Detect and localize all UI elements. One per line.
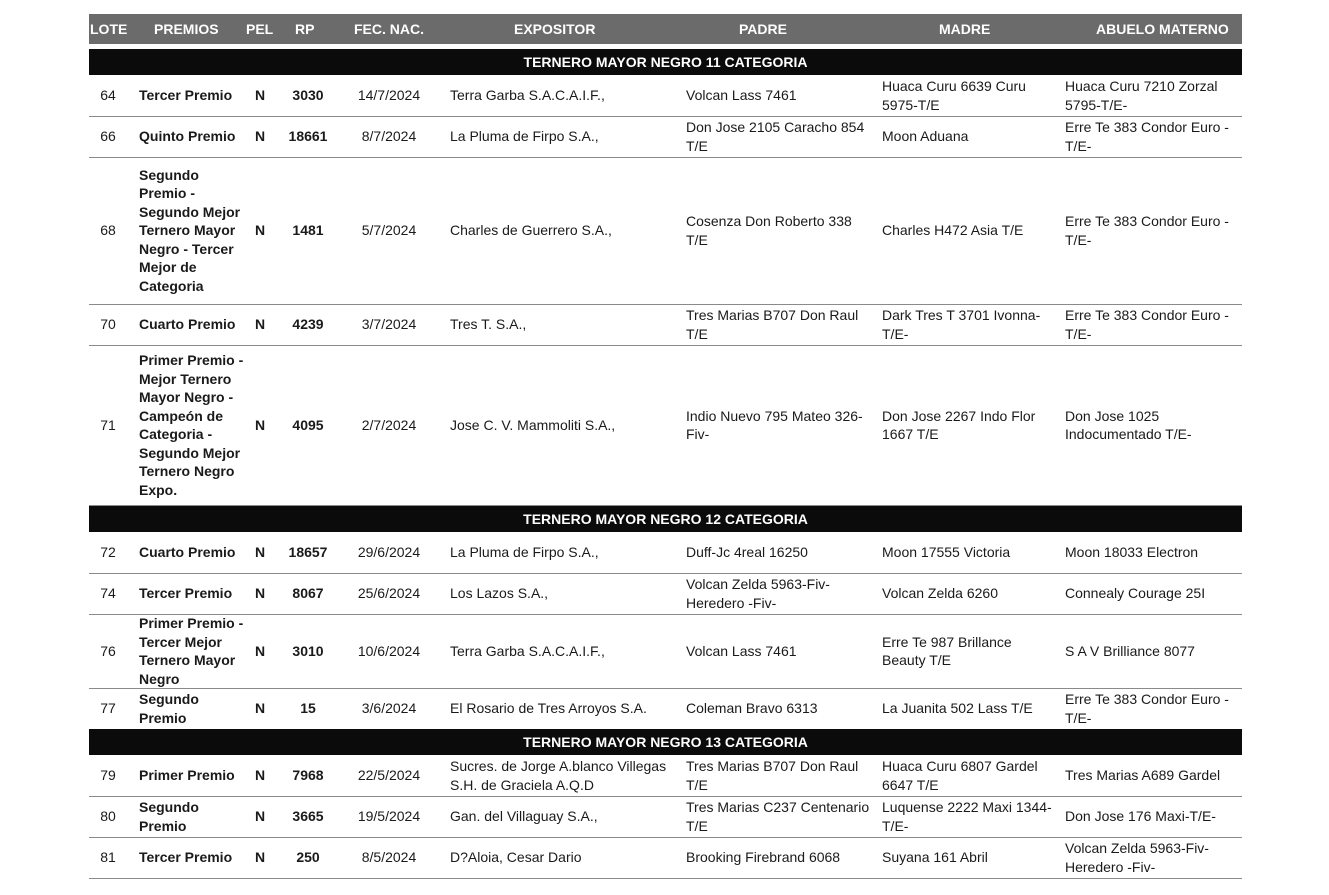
- cell-lote: 80: [100, 808, 116, 825]
- cell-fec-nac: 29/6/2024: [357, 544, 421, 561]
- cell-premio: Tercer Premio: [139, 585, 233, 602]
- cell-padre: Volcan Zelda 5963-Fiv- Heredero -Fiv-: [686, 576, 830, 611]
- table-row: [89, 157, 1242, 305]
- cell-premio: Tercer Premio: [139, 849, 233, 866]
- cell-pel: N: [254, 808, 266, 825]
- cell-madre: Moon Aduana: [882, 128, 969, 145]
- cell-expositor: Sucres. de Jorge A.blanco Villegas S.H. de Graciela A.Q.D: [450, 758, 667, 793]
- cell-padre: Coleman Bravo 6313: [686, 700, 818, 717]
- cell-fec-nac: 3/6/2024: [361, 700, 417, 717]
- cell-pel: N: [254, 222, 266, 239]
- cell-padre: Volcan Lass 7461: [686, 642, 797, 659]
- cell-madre: Moon 17555 Victoria: [882, 544, 1011, 561]
- cell-fec-nac: 5/7/2024: [361, 222, 417, 239]
- cell-premio: Segundo Premio: [139, 691, 199, 726]
- cell-pel: N: [254, 128, 266, 145]
- cell-pel: N: [254, 416, 266, 433]
- header-lote: LOTE: [90, 21, 128, 37]
- cell-madre: Suyana 161 Abril: [882, 849, 988, 866]
- cell-lote: 70: [100, 316, 116, 333]
- cell-madre: Luquense 2222 Maxi 1344-T/E-: [882, 799, 1052, 834]
- cell-lote: 79: [100, 767, 116, 784]
- cell-premio: Primer Premio - Tercer Mejor Ternero Mayor Negro: [139, 615, 244, 687]
- cell-expositor: El Rosario de Tres Arroyos S.A.: [450, 700, 647, 717]
- cell-madre: La Juanita 502 Lass T/E: [882, 700, 1033, 717]
- cell-fec-nac: 10/6/2024: [357, 642, 421, 659]
- cell-pel: N: [254, 585, 266, 602]
- table-row: [89, 837, 1242, 879]
- cell-premio: Primer Premio: [139, 767, 235, 784]
- table-row: [89, 688, 1242, 730]
- cell-premio: Tercer Premio: [139, 87, 233, 104]
- table-row: [89, 614, 1242, 689]
- cell-abuelo-materno: Don Jose 1025 Indocumentado T/E-: [1065, 407, 1192, 442]
- cell-expositor: La Pluma de Firpo S.A.,: [450, 544, 599, 561]
- header-rp: RP: [295, 21, 315, 37]
- header-pel: PEL: [246, 21, 274, 37]
- results-table: [89, 14, 1242, 875]
- cell-abuelo-materno: Huaca Curu 7210 Zorzal 5795-T/E-: [1065, 78, 1218, 113]
- cell-rp: 250: [296, 849, 320, 866]
- cell-fec-nac: 22/5/2024: [357, 767, 421, 784]
- cell-premio: Quinto Premio: [139, 128, 236, 145]
- category-title: TERNERO MAYOR NEGRO 11 CATEGORIA: [89, 49, 1242, 75]
- header-madre: MADRE: [939, 21, 991, 37]
- cell-rp: 3030: [292, 87, 324, 104]
- table-row: [89, 796, 1242, 838]
- cell-abuelo-materno: Erre Te 383 Condor Euro -T/E-: [1065, 307, 1229, 342]
- table-row: [89, 345, 1242, 506]
- header-premios: PREMIOS: [154, 21, 219, 37]
- cell-abuelo-materno: Tres Marias A689 Gardel: [1065, 767, 1221, 784]
- cell-premio: Cuarto Premio: [139, 544, 236, 561]
- cell-fec-nac: 8/7/2024: [361, 128, 417, 145]
- cell-expositor: Tres T. S.A.,: [450, 316, 527, 333]
- cell-madre: Huaca Curu 6807 Gardel 6647 T/E: [882, 758, 1038, 793]
- cell-abuelo-materno: Connealy Courage 25I: [1065, 585, 1206, 602]
- cell-lote: 71: [100, 416, 116, 433]
- cell-lote: 76: [100, 642, 116, 659]
- cell-madre: Don Jose 2267 Indo Flor 1667 T/E: [882, 407, 1036, 442]
- cell-rp: 15: [300, 700, 316, 717]
- category-title: TERNERO MAYOR NEGRO 13 CATEGORIA: [89, 729, 1242, 755]
- cell-expositor: D?Aloia, Cesar Dario: [450, 849, 582, 866]
- cell-rp: 18657: [288, 544, 328, 561]
- cell-madre: Charles H472 Asia T/E: [882, 222, 1024, 239]
- table-row: [89, 75, 1242, 117]
- header-padre: PADRE: [739, 21, 787, 37]
- cell-padre: Don Jose 2105 Caracho 854 T/E: [686, 119, 865, 154]
- cell-rp: 1481: [292, 222, 324, 239]
- cell-padre: Tres Marias B707 Don Raul T/E: [686, 307, 859, 342]
- cell-fec-nac: 3/7/2024: [361, 316, 417, 333]
- cell-premio: Primer Premio - Mejor Ternero Mayor Negro - Campeón de Categoria - Segundo Mejor Ternero Negro Expo.: [139, 352, 244, 498]
- table-header: [89, 14, 1242, 44]
- cell-rp: 7968: [292, 767, 324, 784]
- cell-pel: N: [254, 642, 266, 659]
- cell-rp: 4239: [292, 316, 324, 333]
- cell-padre: Volcan Lass 7461: [686, 87, 797, 104]
- cell-rp: 8067: [292, 585, 324, 602]
- cell-rp: 4095: [292, 416, 324, 433]
- cell-lote: 66: [100, 128, 116, 145]
- cell-fec-nac: 25/6/2024: [357, 585, 421, 602]
- cell-abuelo-materno: Erre Te 383 Condor Euro -T/E-: [1065, 691, 1229, 726]
- cell-fec-nac: 2/7/2024: [361, 416, 417, 433]
- header-abuelo-materno: ABUELO MATERNO: [1096, 21, 1229, 37]
- cell-expositor: Terra Garba S.A.C.A.I.F.,: [450, 642, 605, 659]
- cell-expositor: La Pluma de Firpo S.A.,: [450, 128, 599, 145]
- cell-abuelo-materno: Don Jose 176 Maxi-T/E-: [1065, 808, 1216, 825]
- category-title: TERNERO MAYOR NEGRO 12 CATEGORIA: [89, 506, 1242, 532]
- cell-premio: Segundo Premio: [139, 799, 199, 834]
- cell-expositor: Los Lazos S.A.,: [450, 585, 549, 602]
- cell-lote: 81: [100, 849, 116, 866]
- table-row: [89, 532, 1242, 574]
- cell-expositor: Gan. del Villaguay S.A.,: [450, 808, 598, 825]
- cell-lote: 77: [100, 700, 116, 717]
- cell-padre: Brooking Firebrand 6068: [686, 849, 841, 866]
- cell-madre: Dark Tres T 3701 Ivonna- T/E-: [882, 307, 1041, 342]
- cell-premio: Segundo Premio - Segundo Mejor Ternero Mayor Negro - Tercer Mejor de Categoria: [139, 166, 241, 294]
- cell-lote: 72: [100, 544, 116, 561]
- cell-abuelo-materno: Erre Te 383 Condor Euro -T/E-: [1065, 213, 1229, 248]
- cell-abuelo-materno: S A V Brilliance 8077: [1065, 642, 1195, 659]
- table-row: [89, 304, 1242, 346]
- cell-lote: 64: [100, 87, 116, 104]
- cell-pel: N: [254, 700, 266, 717]
- cell-abuelo-materno: Moon 18033 Electron: [1065, 544, 1199, 561]
- cell-rp: 3010: [292, 642, 324, 659]
- cell-lote: 74: [100, 585, 116, 602]
- cell-lote: 68: [100, 222, 116, 239]
- cell-pel: N: [254, 849, 266, 866]
- cell-rp: 18661: [288, 128, 328, 145]
- cell-padre: Duff-Jc 4real 16250: [686, 544, 808, 561]
- cell-abuelo-materno: Erre Te 383 Condor Euro -T/E-: [1065, 119, 1229, 154]
- cell-pel: N: [254, 767, 266, 784]
- cell-rp: 3665: [292, 808, 324, 825]
- cell-padre: Cosenza Don Roberto 338 T/E: [686, 213, 852, 248]
- cell-madre: Huaca Curu 6639 Curu 5975-T/E: [882, 78, 1026, 113]
- cell-premio: Cuarto Premio: [139, 316, 236, 333]
- cell-expositor: Jose C. V. Mammoliti S.A.,: [450, 416, 616, 433]
- cell-fec-nac: 14/7/2024: [357, 87, 421, 104]
- table-row: [89, 573, 1242, 615]
- cell-madre: Erre Te 987 Brillance Beauty T/E: [882, 633, 1012, 668]
- cell-fec-nac: 8/5/2024: [361, 849, 417, 866]
- cell-expositor: Charles de Guerrero S.A.,: [450, 222, 612, 239]
- cell-madre: Volcan Zelda 6260: [882, 585, 998, 602]
- table-row: [89, 755, 1242, 797]
- cell-abuelo-materno: Volcan Zelda 5963-Fiv- Heredero -Fiv-: [1065, 840, 1209, 875]
- header-fec-nac: FEC. NAC.: [354, 21, 424, 37]
- header-expositor: EXPOSITOR: [514, 21, 596, 37]
- cell-padre: Indio Nuevo 795 Mateo 326-Fiv-: [686, 407, 863, 442]
- table-row: [89, 116, 1242, 158]
- cell-padre: Tres Marias C237 Centenario T/E: [686, 799, 870, 834]
- cell-padre: Tres Marias B707 Don Raul T/E: [686, 758, 859, 793]
- cell-pel: N: [254, 87, 266, 104]
- cell-pel: N: [254, 544, 266, 561]
- cell-expositor: Terra Garba S.A.C.A.I.F.,: [450, 87, 605, 104]
- cell-pel: N: [254, 316, 266, 333]
- cell-fec-nac: 19/5/2024: [357, 808, 421, 825]
